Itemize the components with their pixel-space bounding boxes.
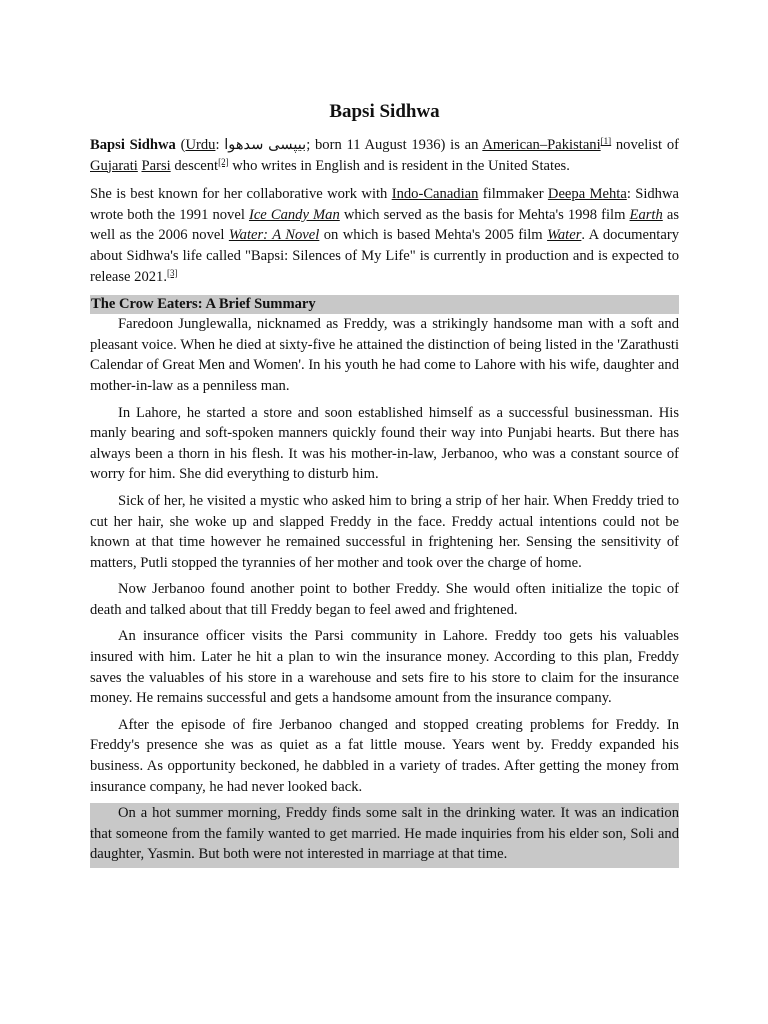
career-text: as well as the 2006 novel xyxy=(90,206,680,244)
intro-text: ; born 11 August 1936) is an xyxy=(306,137,483,153)
link-urdu[interactable]: Urdu xyxy=(185,137,216,153)
intro-text: novelist of xyxy=(611,137,679,153)
summary-paragraph: Faredoon Junglewalla, nicknamed as Freddy, was a strikingly handsome man with a soft and pleasant voice. When he died at sixty-five he attained the distinction of being listed in the 'Zarathusti Calendar of Great Men and Women'. In his youth he had come to Lahore with his wife, daughter and mother-in-law as a penniless man. xyxy=(90,316,679,394)
link-earth[interactable]: Earth xyxy=(629,206,663,223)
reference-1[interactable]: [1] xyxy=(600,136,612,146)
summary-paragraph: Now Jerbanoo found another point to bother Freddy. She would often initialize the topic of death and talked about that till Freddy began to feel awed and frightened. xyxy=(90,581,679,618)
link-deepa-mehta[interactable]: Deepa Mehta xyxy=(547,186,627,203)
link-gujarati[interactable]: Gujarati xyxy=(90,157,138,174)
subject-name: Bapsi Sidhwa xyxy=(90,137,176,153)
intro-text: who writes in English and is resident in the United States. xyxy=(228,157,570,174)
career-text: : Sidhwa wrote both the 1991 novel xyxy=(90,186,679,223)
intro-text: ( xyxy=(175,137,186,153)
summary-paragraph: Sick of her, he visited a mystic who asked him to bring a strip of her hair. When Freddy tried to cut her hair, she woke up and slapped Freddy in the face. Freddy actual intentions could not be known at that time however he remained successful in frightening her. Sensing the sensitivity of matters, Putli stopped the tyrannies of her mother and took over the charge of home. xyxy=(90,492,679,571)
link-ice-candy-man[interactable]: Ice Candy Man xyxy=(248,206,340,223)
career-text: filmmaker xyxy=(478,186,548,203)
intro-paragraph xyxy=(90,135,679,176)
link-water-a-novel[interactable]: Water: A Novel xyxy=(228,227,320,244)
page-title: Bapsi Sidhwa xyxy=(329,101,440,122)
link-parsi[interactable]: Parsi xyxy=(141,157,171,174)
section-heading: The Crow Eaters: A Brief Summary xyxy=(90,295,679,314)
career-text: on which is based Mehta's 2005 film xyxy=(319,227,548,244)
summary-paragraph: An insurance officer visits the Parsi community in Lahore. Freddy too gets his valuables insured with him. Later he hit a plan to win the insurance money. According to this plan, Freddy saves the valuables of his store in a warehouse and sets fire to his store to claim for the insurance money. He remains successful and gets a handsome amount from the insurance company. xyxy=(90,628,679,707)
career-paragraph xyxy=(90,184,679,287)
highlighted-summary-paragraph: On a hot summer morning, Freddy finds some salt in the drinking water. It was an indication that someone from the family wanted to get married. He made inquiries from his elder son, Soli and daughter, Yasmin. But both were not interested in marriage at that time. xyxy=(90,803,679,868)
article-body xyxy=(90,98,679,874)
career-text: . A documentary about Sidhwa's life called "Bapsi: Silences of My Life" is currently in production and is expected to release 2021. xyxy=(90,227,679,285)
intro-text: descent xyxy=(170,157,219,174)
summary-paragraph: In Lahore, he started a store and soon established himself as a successful businessman. His manly bearing and soft-spoken manners quickly found their way into Punjabi hearts. But there has always been a thorn in his flesh. It was his mother-in-law, Jerbanoo, who was a constant source of worry for him. She did everything to disturb him. xyxy=(90,404,679,483)
reference-2[interactable]: [2] xyxy=(218,156,229,167)
link-american-pakistani[interactable]: American–Pakistani xyxy=(482,137,601,153)
career-text: She is best known for her collaborative work with xyxy=(90,186,392,203)
career-text: which served as the basis for Mehta's 1998 film xyxy=(339,206,630,223)
reference-3[interactable]: [3] xyxy=(167,267,178,278)
summary-paragraph: After the episode of fire Jerbanoo changed and stopped creating problems for Freddy. In Freddy's presence she was as quiet as a fat little mouse. Years went by. Freddy expanded his business. As opportunity beckoned, he dabbled in a variety of trades. After getting the money from insurance company, he had never looked back. xyxy=(90,716,679,795)
link-water[interactable]: Water xyxy=(547,227,582,244)
urdu-name-text: : بیپسی سدھوا xyxy=(215,137,307,153)
link-indo-canadian[interactable]: Indo-Canadian xyxy=(391,186,479,203)
